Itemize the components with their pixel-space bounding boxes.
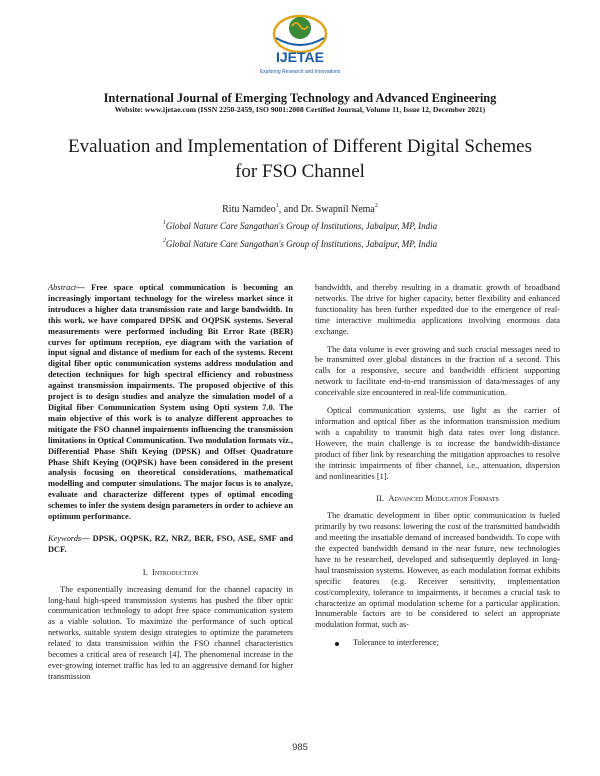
affiliation-1	[0, 221, 600, 231]
left-column	[48, 283, 293, 683]
keywords	[48, 534, 293, 556]
abstract-label: Abstract	[48, 283, 77, 292]
paper-title	[40, 134, 560, 184]
bullet-item	[335, 638, 560, 649]
paper-title-line-1: Evaluation and Implementation of Different Digital Schemes	[68, 136, 532, 157]
author-2-sup: 2	[374, 203, 378, 209]
affiliation-1-text: Global Nature Care Sangathan's Group of Institutions, Jabalpur, MP, India	[165, 221, 438, 231]
section-heading-introduction	[48, 567, 293, 578]
affiliation-1-sup: 1	[162, 220, 166, 226]
ijetae-logo-graphic	[232, 4, 368, 82]
section-title: Advanced Modulation Formats	[388, 493, 499, 504]
section-number: I.	[142, 566, 148, 577]
logo-wordmark: IJETAE	[276, 49, 324, 65]
keywords-text: — DPSK, OQPSK, RZ, NRZ, BER, FSO, ASE, SMF and DCF.	[48, 533, 293, 554]
author-1: Ritu Namdeo	[222, 204, 276, 215]
right-column	[315, 283, 560, 649]
paper-title-line-2: for FSO Channel	[235, 161, 365, 182]
page-number: 985	[292, 742, 308, 753]
intro-paragraph-3: Optical communication systems, use light as the carrier of information and optical fiber as the information transmission medium with a capability to transmit high data rates over long distance. However, the main challenge is to increase the bandwidth-distance product of fiber link by researching the mitigation approaches to resolve the intrinsic impairments of fiber channel, i.e., attenuation, dispersion and nonlinearities [1].	[315, 406, 560, 481]
intro-paragraph-1: The exponentially increasing demand for the channel capacity in long-haul high-speed transmission systems has pushed the fiber optic communication technology to adopt free space communication system as a viable solution. To maximize the performance of such optical networks, suitable system design strategies to optimize the parameters related to data transmission within the FSO channel characteristics becomes a critical area of research [4]. The phenomenal increase in the ever-growing internet traffic has led to an aggressive demand for higher transmission	[48, 584, 293, 681]
bullet-text: Tolerance to interference;	[353, 638, 439, 648]
logo-tagline: Exploring Research and Innovations	[259, 69, 341, 75]
author-1-sup: 1	[275, 203, 279, 209]
intro-paragraph-1-continued: bandwidth, and thereby resulting in a dramatic growth of broadband networks. The drive for higher capacity, better flexibility and enhanced functionality has been further expedited due to the emergence of real-time interactive multimedia applications involving enormous data exchange.	[315, 283, 560, 336]
journal-website-line: Website: www.ijetae.com (ISSN 2250-2459, ISO 9001:2008 Certified Journal, Volume 11, Issue 12, December 2021)	[114, 105, 486, 114]
author-line	[0, 204, 600, 215]
modulation-paragraph-1: The dramatic development in fiber optic communication is fueled primarily by two reasons: lowering the cost of the transmitted bandwidth and meeting the insatiable demand of increased bandwidth. To cope with the expected bandwidth demand in the near future, new technologies have to be researched, developed and subsequently deployed in long-haul transmission systems. However, as each modulation format exhibits specific features (e.g. Receiver sensitivity, implementation cost/complexity, tolerance to impairments, it becomes a crucial task to characterize an optimal modulation scheme for a particular application. Innumerable factors are to be considered to select an appropriate modulation format, such as-	[315, 511, 560, 630]
section-title: Introduction	[152, 566, 199, 577]
journal-logo	[232, 4, 368, 82]
abstract-text: — Free space optical communication is becoming an increasingly important technology for the wireless market since it introduces a higher data transmission rate and large bandwidth. In this work, we have compared DPSK and OQPSK systems. Several measurements were performed including Bit Error Rate (BER) curves for optimum reception, eye diagram with the variation of input signal and distance of medium for each of the systems. Recent digital fiber optic communication systems address modulation and detection techniques for high spectral efficiency and robustness against transmission impairments. The proposed objective of this project is to design studies and analyze the simulation model of a Digital fiber Communication System using Opti system 7.0. The main objective of this work is to analyze different approaches to mitigate the FSO channel impairments influencing the transmission limitations in Optical Communication. Two modulation formats viz., Differential Phase Shift Keying (DPSK) and Offset Quadrature Phase Shift Keying (OQPSK) have been considered in the present analysis focusing on theoretical considerations, mathematical modelling and computer simulations. The major focus is to analyze, evaluate and characterize different types of optimal encoding schemes to infer the system design parameters in order to achieve an optimum performance.	[48, 283, 293, 522]
keywords-label: Keywords	[48, 533, 82, 543]
journal-title: International Journal of Emerging Technology and Advanced Engineering	[103, 91, 497, 105]
affiliation-2	[0, 239, 600, 249]
section-heading-modulation	[315, 493, 560, 504]
bullet-dot-icon	[335, 642, 339, 646]
affiliation-2-sup: 2	[162, 238, 166, 244]
affiliation-2-text: Global Nature Care Sangathan's Group of Institutions, Jabalpur, MP, India	[165, 239, 438, 249]
author-2: , and Dr. Swapnil Nema	[278, 204, 375, 215]
abstract	[48, 283, 293, 523]
section-number: II.	[376, 493, 385, 504]
intro-paragraph-2: The data volume is ever growing and such crucial messages need to be transmitted over global distances in the fraction of a second. This calls for a responsive, secure and bandwidth efficient supporting network to facilitate end-to-end transmission of data/messages of any conceivable size encountered in real-life communication.	[315, 344, 560, 398]
